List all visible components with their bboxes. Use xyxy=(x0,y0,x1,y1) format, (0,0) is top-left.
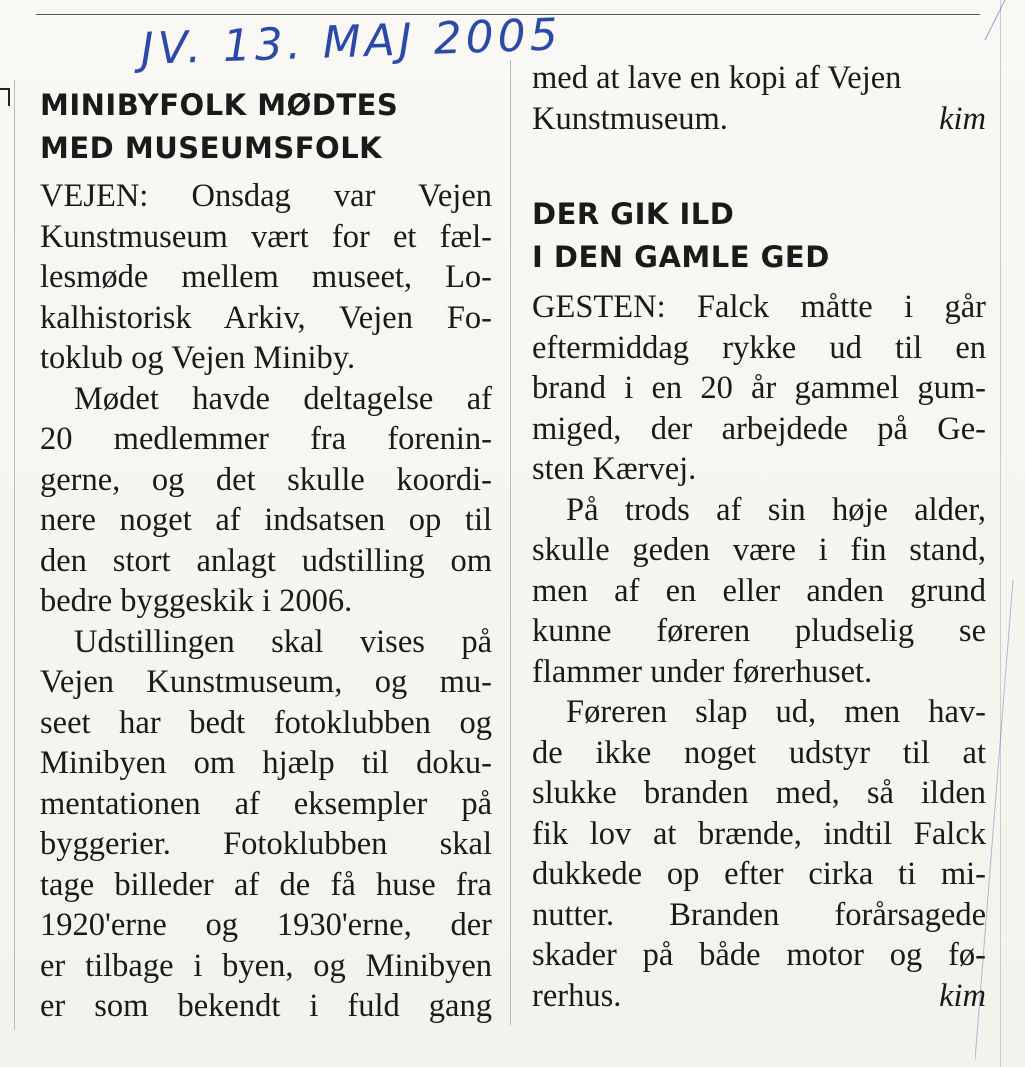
text-line: Udstillingen skal vises på xyxy=(74,623,492,660)
text-line: VEJEN: Onsdag var Vejen xyxy=(40,178,492,214)
text-line: Føreren slap ud, men hav- xyxy=(566,694,986,730)
headline-line: MINIBYFOLK MØDTES xyxy=(40,88,399,122)
right-paragraph-1 xyxy=(532,287,986,490)
handwritten-date: JV. 13. MAJ 2005 xyxy=(140,9,563,75)
text-line: 20 medlemmer fra forenin- xyxy=(40,421,492,457)
headline-line: MED MUSEUMSFOLK xyxy=(40,131,383,165)
right-paragraph-3 xyxy=(532,692,986,1016)
text-line: gerne, og det skulle koordi- xyxy=(40,461,492,498)
left-column-edge xyxy=(14,80,15,1030)
text-line: slukke branden med, så ilden xyxy=(532,775,986,811)
headline-line: DER GIK ILD xyxy=(532,197,735,231)
text-line: er som bekendt i fuld gang xyxy=(40,988,492,1024)
text-line: men af en eller anden grund xyxy=(532,572,986,609)
text-line: miged, der arbejdede på Ge- xyxy=(532,410,986,447)
text-line: skader på både motor og fø- xyxy=(532,937,986,973)
text-line: Minibyen om hjælp til doku- xyxy=(40,745,492,781)
right-paragraph-2 xyxy=(532,490,986,693)
text-line: tage billeder af de få huse fra xyxy=(40,866,492,903)
text-line: brand i en 20 år gammel gum- xyxy=(532,370,986,406)
text-line: den stort anlagt udstilling om xyxy=(40,542,492,579)
text-line: kalhistorisk Arkiv, Vejen Fo- xyxy=(40,299,492,336)
text-line: fik lov at brænde, indtil Falck xyxy=(532,815,986,852)
text-line: toklub og Vejen Miniby. xyxy=(40,340,356,376)
author-signature: kim xyxy=(939,100,986,137)
text-line: de ikke noget udstyr til at xyxy=(532,734,986,771)
text-line: seet har bedt fotoklubben og xyxy=(40,704,492,741)
text-line: skulle geden være i fin stand, xyxy=(532,532,986,568)
text-line: er tilbage i byen, og Minibyen xyxy=(40,947,492,984)
text-line: 1920'erne og 1930'erne, der xyxy=(40,907,492,943)
text-line: byggerier. Fotoklubben skal xyxy=(40,826,492,862)
left-article-headline xyxy=(40,84,492,170)
text-line: Kunstmuseum vært for et fæl- xyxy=(40,218,492,255)
text-line: sten Kærvej. xyxy=(532,451,697,487)
right-articles xyxy=(532,58,986,1016)
headline-gap xyxy=(532,279,986,287)
text-line-with-signature xyxy=(532,976,986,1017)
right-article-headline xyxy=(532,193,986,279)
article-gap xyxy=(532,139,986,193)
text-line: dukkede op efter cirka ti mi- xyxy=(532,856,986,892)
author-signature: kim xyxy=(939,977,986,1014)
column-divider xyxy=(510,60,511,1025)
text-line: Kunstmuseum. xyxy=(532,100,728,137)
headline-line: I DEN GAMLE GED xyxy=(532,240,830,274)
text-line: mentationen af eksempler på xyxy=(40,785,492,822)
text-line: bedre byggeskik i 2006. xyxy=(40,583,353,619)
text-line: kunne føreren pludselig se xyxy=(532,613,986,649)
text-line-with-signature xyxy=(532,99,986,140)
text-line: nere noget af indsatsen op til xyxy=(40,502,492,538)
left-paragraph-1 xyxy=(40,176,492,379)
text-line: nutter. Branden forårsagede xyxy=(532,896,986,933)
text-line: eftermiddag rykke ud til en xyxy=(532,329,986,366)
left-paragraph-2 xyxy=(40,379,492,622)
text-line: Mødet havde deltagelse af xyxy=(74,380,492,417)
text-line: Vejen Kunstmuseum, og mu- xyxy=(40,664,492,700)
text-line: lesmøde mellem museet, Lo- xyxy=(40,259,492,295)
text-line: På trods af sin høje alder, xyxy=(566,491,986,528)
continuation-paragraph xyxy=(532,58,986,139)
left-paragraph-3 xyxy=(40,622,492,1027)
left-article xyxy=(40,84,492,1027)
text-line: flammer under førerhuset. xyxy=(532,653,873,690)
text-line: med at lave en kopi af Vejen xyxy=(532,60,902,96)
left-margin-marker-vertical xyxy=(8,88,10,106)
text-line: rerhus. xyxy=(532,977,622,1014)
text-line: GESTEN: Falck måtte i går xyxy=(532,289,986,325)
